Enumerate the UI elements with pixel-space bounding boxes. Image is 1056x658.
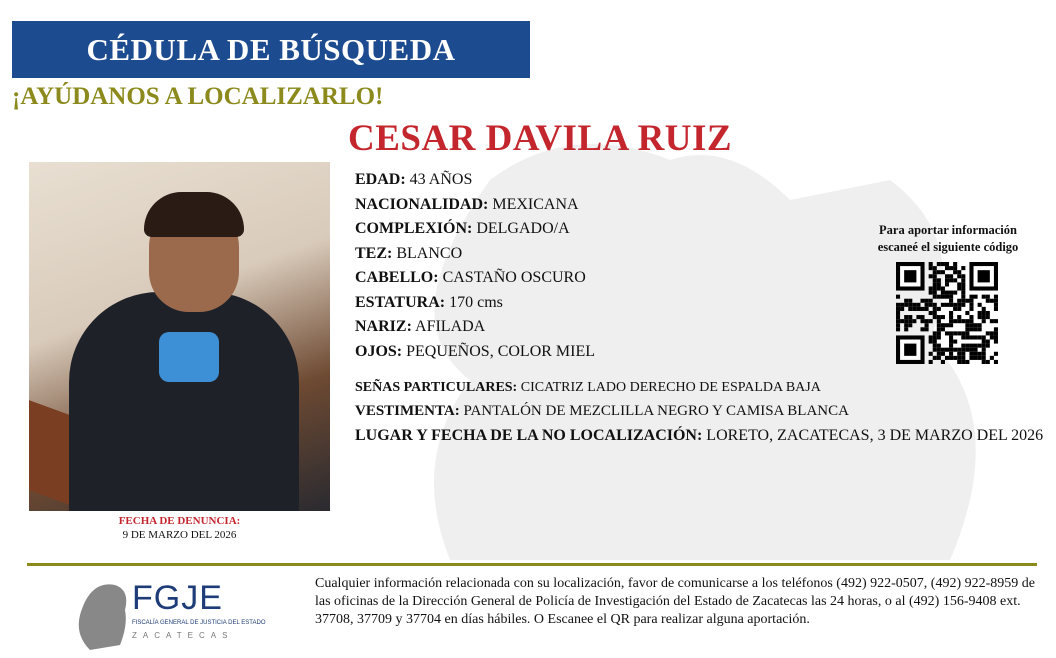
field-senas: SEÑAS PARTICULARES: CICATRIZ LADO DERECHO DE ESPALDA BAJA (355, 380, 821, 395)
report-date (29, 514, 330, 542)
field-cabello: CABELLO: CASTAÑO OSCURO (355, 269, 586, 286)
emblem-icon (70, 575, 130, 655)
page-title: CÉDULA DE BÚSQUEDA (12, 21, 530, 78)
contact-info: Cualquier información relacionada con su localización, favor de comunicarse a los teléfonos (492) 922-0507, (492) 922-8959 de las oficinas de la Dirección General de Policía de Investigación del Estado de Zacatecas las 24 horas, o al (492) 156-9408 ext. 37708, 37709 y 37704 en días hábiles. O Escanee el QR para realizar alguna aportación. (315, 576, 1035, 627)
report-date-label: FECHA DE DENUNCIA: (118, 515, 241, 527)
field-vestimenta: VESTIMENTA: PANTALÓN DE MEZCLILLA NEGRO Y CAMISA BLANCA (355, 403, 849, 419)
person-name: CESAR DAVILA RUIZ (348, 118, 733, 159)
report-date-value: 9 DE MARZO DEL 2026 (122, 529, 237, 541)
qr-code[interactable] (896, 262, 998, 364)
field-estatura: ESTATURA: 170 cms (355, 293, 503, 311)
divider (27, 563, 1037, 566)
field-nariz: NARIZ: AFILADA (355, 318, 486, 335)
subtitle: ¡AYÚDANOS A LOCALIZARLO! (12, 83, 384, 110)
field-nacionalidad: NACIONALIDAD: MEXICANA (355, 195, 579, 213)
fgje-logo (70, 575, 270, 655)
qr-instructions: Para aportar información escaneé el siguiente código (877, 223, 1019, 254)
field-ojos: OJOS: PEQUEÑOS, COLOR MIEL (355, 342, 596, 360)
field-complexion: COMPLEXIÓN: DELGADO/A (355, 220, 570, 237)
logo-acronym: FGJE (132, 579, 223, 617)
field-tez: TEZ: BLANCO (355, 244, 463, 262)
field-edad: EDAD: 43 AÑOS (355, 171, 473, 188)
logo-line2: ZACATECAS (132, 631, 234, 640)
logo-line1: FISCALÍA GENERAL DE JUSTICIA DEL ESTADO (132, 620, 266, 626)
additional-details (355, 378, 1045, 445)
field-lugar-fecha: LUGAR Y FECHA DE LA NO LOCALIZACIÓN: LORETO, ZACATECAS, 3 DE MARZO DEL 2026 (355, 427, 1044, 444)
person-photo (29, 162, 330, 511)
description-fields (355, 168, 595, 364)
